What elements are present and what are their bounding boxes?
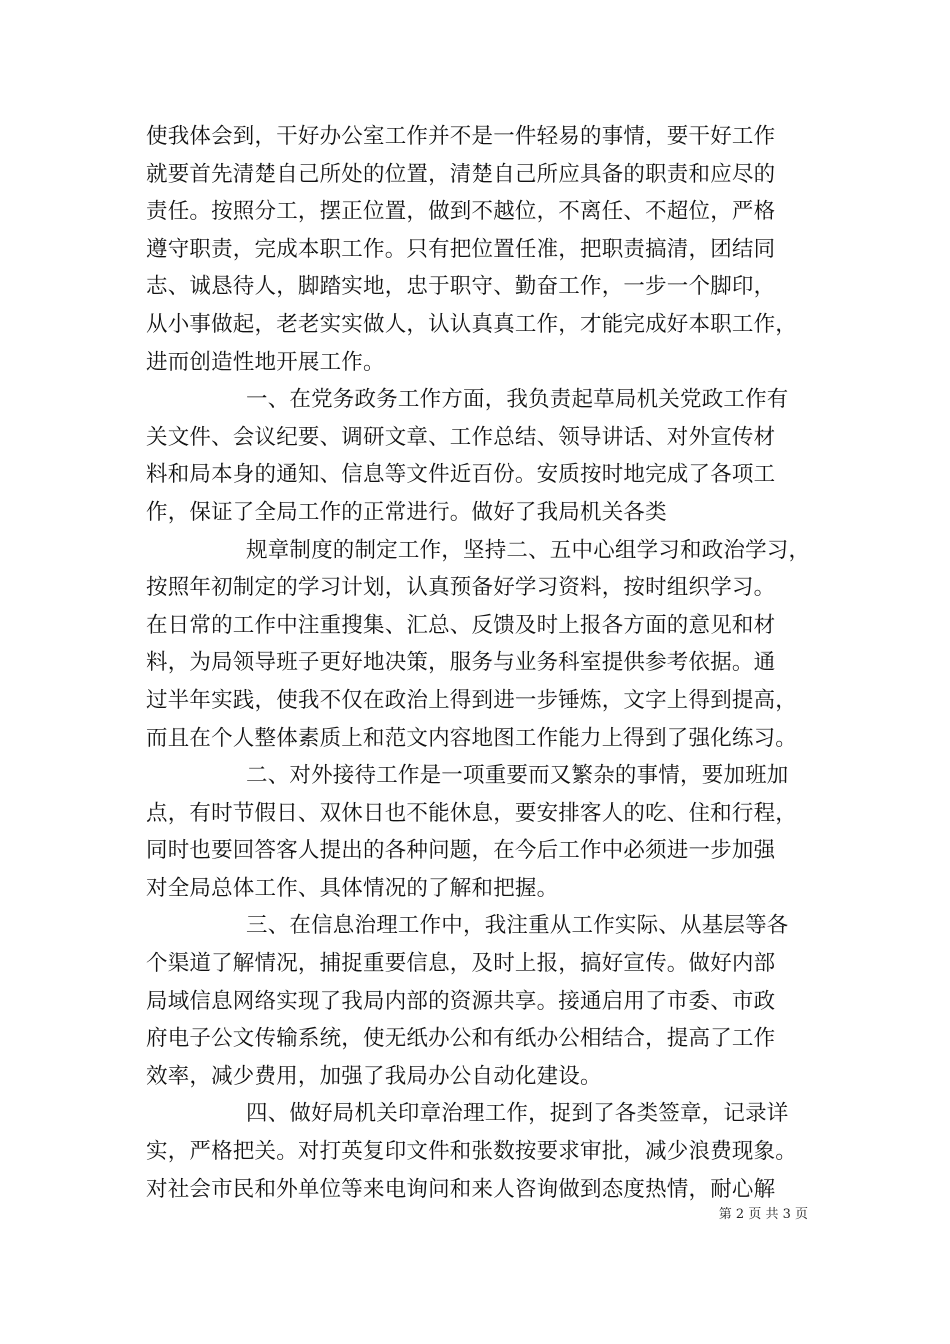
text-line: 从小事做起，老老实实做人，认认真真工作，才能完成好本职工作，: [146, 311, 798, 337]
text-line: 就要首先清楚自己所处的位置，清楚自己所应具备的职责和应尽的: [146, 161, 776, 187]
text-line: 点，有时节假日、双休日也不能休息，要安排客人的吃、住和行程，: [146, 800, 798, 826]
text-line: 效率，减少费用，加强了我局办公自动化建设。: [146, 1063, 602, 1089]
text-line: 而且在个人整体素质上和范文内容地图工作能力上得到了强化练习。: [146, 725, 798, 751]
text-line: 志、诚恳待人，脚踏实地，忠于职守、勤奋工作，一步一个脚印，: [146, 274, 776, 300]
document-body: [146, 118, 814, 1208]
text-line: 料和局本身的通知、信息等文件近百份。安质按时地完成了各项工: [146, 462, 776, 488]
page-footer: 第 2 页 共 3 页: [718, 1207, 808, 1222]
text-line: 责任。按照分工，摆正位置，做到不越位，不离任、不超位，严格: [146, 199, 776, 225]
text-line: 作，保证了全局工作的正常进行。做好了我局机关各类: [146, 499, 667, 525]
text-line: 同时也要回答客人提出的各种问题，在今后工作中必须进一步加强: [146, 838, 776, 864]
text-line: 对社会市民和外单位等来电询问和来人咨询做到态度热情，耐心解: [146, 1176, 776, 1202]
text-line: 料，为局领导班子更好地决策，服务与业务科室提供参考依据。通: [146, 650, 776, 676]
text-line: 遵守职责，完成本职工作。只有把位置任准，把职责搞清，团结同: [146, 236, 776, 262]
text-line: 对全局总体工作、具体情况的了解和把握。: [146, 875, 559, 901]
text-line: 使我体会到，干好办公室工作并不是一件轻易的事情，要干好工作: [146, 124, 776, 149]
text-line: 府电子公文传输系统，使无纸办公和有纸办公相结合，提高了工作: [146, 1026, 776, 1052]
text-line: 二、对外接待工作是一项重要而又繁杂的事情，要加班加: [246, 763, 789, 789]
text-line: 个渠道了解情况，捕捉重要信息，及时上报，搞好宣传。做好内部: [146, 951, 776, 977]
text-line: 关文件、会议纪要、调研文章、工作总结、领导讲话、对外宣传材: [146, 424, 776, 450]
text-line: 规章制度的制定工作，坚持二、五中心组学习和政治学习，: [246, 537, 811, 563]
text-line: 四、做好局机关印章治理工作，捉到了各类签章，记录详: [246, 1101, 789, 1127]
text-line: 三、在信息治理工作中，我注重从工作实际、从基层等各: [246, 913, 789, 939]
text-line: 一、在党务政务工作方面，我负责起草局机关党政工作有: [246, 387, 789, 413]
text-line: 过半年实践，使我不仅在政治上得到进一步锤炼，文字上得到提高，: [146, 687, 798, 713]
text-line: 在日常的工作中注重搜集、汇总、反馈及时上报各方面的意见和材: [146, 612, 776, 638]
text-line: 按照年初制定的学习计划，认真预备好学习资料，按时组织学习。: [146, 575, 776, 601]
text-line: 进而创造性地开展工作。: [146, 349, 385, 375]
text-line: 局域信息网络实现了我局内部的资源共享。接通启用了市委、市政: [146, 988, 776, 1014]
text-line: 实，严格把关。对打英复印文件和张数按要求审批，减少浪费现象。: [146, 1139, 798, 1165]
